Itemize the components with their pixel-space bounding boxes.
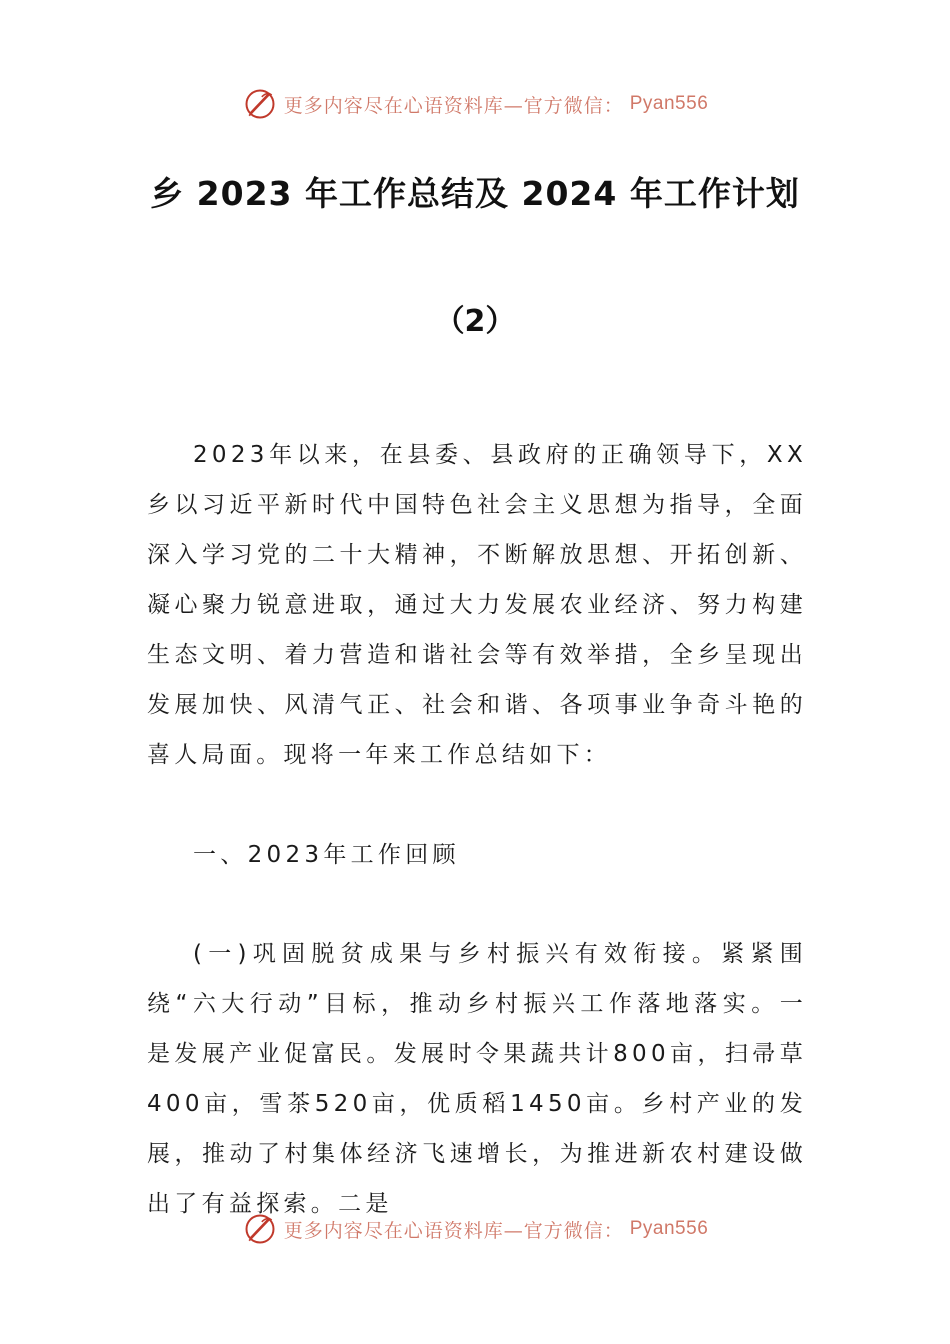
- pen-circle-logo-icon: [242, 86, 278, 122]
- header-watermark: [0, 84, 950, 124]
- document-subtitle: （2）: [434, 304, 516, 339]
- intro-paragraph: 2023年以来，在县委、县政府的正确领导下，XX乡以习近平新时代中国特色社会主义思想为指导，全面深入学习党的二十大精神，不断解放思想、开拓创新、凝心聚力锐意进取，通过大力发展农业经济、努力构建生态文明、着力营造和谐社会等有效举措，全乡呈现出发展加快、风清气正、社会和谐、各项事业争奇斗艳的喜人局面。现将一年来工作总结如下：: [147, 442, 807, 768]
- footer-watermark: [0, 1209, 950, 1249]
- pen-circle-logo-icon: [242, 1211, 278, 1247]
- section-heading: 一、2023年工作回顾: [193, 842, 460, 868]
- watermark-text: 更多内容尽在心语资料库—官方微信：: [283, 94, 624, 117]
- section-paragraph: (一)巩固脱贫成果与乡村振兴有效衔接。紧紧围绕“六大行动”目标，推动乡村振兴工作落地落实。一是发展产业促富民。发展时令果蔬共计800亩，扫帚草400亩，雪茶520亩，优质稻1450亩。乡村产业的发展，推动了村集体经济飞速增长，为推进新农村建设做出了有益探索。二是: [147, 941, 807, 1217]
- document-title: 乡 2023 年工作总结及 2024 年工作计划: [150, 174, 800, 213]
- watermark-wechat-id: Pyan556: [629, 1218, 709, 1239]
- watermark-wechat-id: Pyan556: [629, 93, 709, 114]
- watermark-text: 更多内容尽在心语资料库—官方微信：: [283, 1219, 624, 1242]
